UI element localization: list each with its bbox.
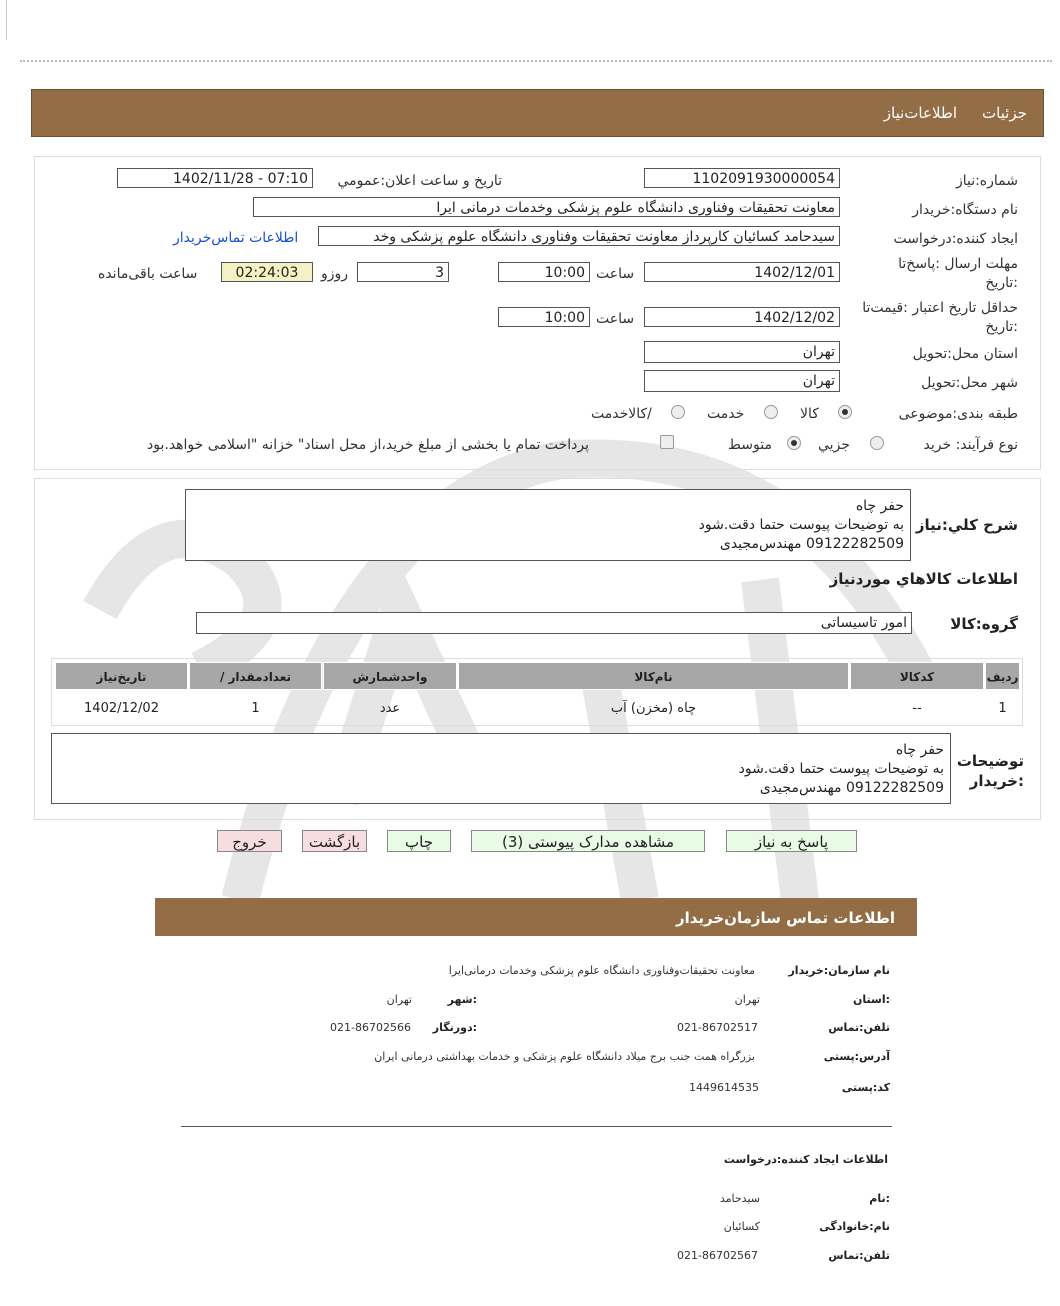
- header-bar: [31, 89, 1044, 137]
- phone-label: تلفن:تماس: [828, 1021, 890, 1034]
- province-field: تهران: [644, 341, 840, 363]
- buyer-org-label: نام دستگاه:خریدار: [912, 202, 1018, 218]
- deadline-hour-label: ساعت: [596, 266, 635, 282]
- page-frame-line: [6, 0, 7, 40]
- buyer-notes-box: [51, 733, 951, 804]
- cell-unit: عدد: [379, 701, 401, 716]
- contact-title: اطلاعات تماس سازمان‌خریدار: [675, 909, 895, 927]
- remaining-time-field: 02:24:03: [221, 262, 313, 282]
- deadline-date-field: 1402/12/01: [644, 262, 840, 282]
- buyer-contact-link[interactable]: اطلاعات تماس‌خریدار: [173, 230, 299, 246]
- fax-label: :دورنگار: [432, 1021, 477, 1034]
- province-value: تهران: [734, 993, 760, 1006]
- buyer-notes-line-3: 09122282509 مهندس‌مجیدی: [759, 780, 944, 796]
- creator-phone-value: 021-86702567: [677, 1249, 758, 1262]
- postal-label: کد:پستی: [841, 1081, 890, 1094]
- validity-label: حداقل تاریخ اعتبار :قیمت‌تا: [862, 300, 1018, 316]
- description-line-2: به توضیحات پیوست حتما دقت.شود: [698, 517, 904, 533]
- description-label: شرح کلي:نیاز: [915, 516, 1018, 534]
- creator-field: سیدحامد کسائیان کارپرداز معاونت تحقیقات وفناوری دانشگاه علوم پزشکی وخد: [318, 226, 840, 246]
- announce-label: تاریخ و ساعت اعلان:عمومي: [337, 173, 502, 189]
- postal-value: 1449614535: [689, 1081, 759, 1094]
- family-value: کسائیان: [723, 1220, 760, 1233]
- announce-datetime-field: 1402/11/28 - 07:10: [117, 168, 313, 188]
- radio-minor-label: جزیي: [818, 437, 850, 453]
- province-label: استان محل:تحویل: [912, 346, 1018, 362]
- radio-service-label: خدمت: [707, 406, 745, 422]
- days-label: روزو: [321, 266, 349, 282]
- deadline-label: مهلت ارسال :پاسخ‌تا: [898, 256, 1018, 272]
- days-field: 3: [357, 262, 449, 282]
- radio-medium-label: متوسط: [728, 437, 772, 453]
- goods-section-title: اطلاعات کالاهاي موردنیاز: [829, 570, 1018, 588]
- province-label: :استان: [853, 993, 890, 1006]
- creator-info-title: اطلاعات ایجاد کننده:درخواست: [723, 1153, 888, 1166]
- radio-goods-service-label: /کالاخدمت: [591, 406, 652, 422]
- validity-hour-label: ساعت: [596, 311, 635, 327]
- city-label: :شهر: [447, 993, 477, 1006]
- print-button[interactable]: چاپ: [387, 830, 451, 852]
- remaining-label: ساعت باقی‌مانده: [98, 266, 198, 282]
- address-value: بزرگراه همت جنب برج میلاد دانشگاه علوم پزشکی و خدمات بهداشتی درمانی ایران: [374, 1050, 755, 1063]
- creator-label: ایجاد کننده:درخواست: [893, 231, 1018, 247]
- th-row: ردیف: [985, 662, 1020, 690]
- cell-date: 1402/12/02: [84, 701, 159, 716]
- attachments-button[interactable]: مشاهده مدارک پیوستی (3): [471, 830, 705, 852]
- validity-time-field: 10:00: [498, 307, 590, 327]
- address-label: آدرس:پستی: [823, 1050, 890, 1063]
- phone-value: 021-86702517: [677, 1021, 758, 1034]
- th-quantity: / تعدادمقدار: [189, 662, 322, 690]
- tab-details[interactable]: جزئیات: [982, 104, 1027, 122]
- buyer-notes-label: توضیحات: [956, 752, 1024, 770]
- dotted-separator: [20, 60, 1052, 62]
- contact-header-bar: [155, 898, 917, 936]
- process-label: نوع فرآیند: خرید: [923, 437, 1018, 453]
- deadline-time-field: 10:00: [498, 262, 590, 282]
- th-name: نام‌کالا: [458, 662, 849, 690]
- city-value: تهران: [386, 993, 412, 1006]
- treasury-checkbox[interactable]: [660, 435, 674, 449]
- contact-divider: [181, 1126, 892, 1127]
- radio-service[interactable]: [764, 405, 778, 419]
- th-code: کدکالا: [850, 662, 984, 690]
- reply-button[interactable]: پاسخ به نیاز: [726, 830, 857, 852]
- description-box: [185, 489, 911, 561]
- org-value: معاونت تحقیقات‌وفناوری دانشگاه علوم پزشکی وخدمات درمانی‌ایرا: [448, 964, 755, 977]
- th-unit: واحدشمارش: [323, 662, 457, 690]
- description-line-3: 09122282509 مهندس‌مجیدی: [719, 536, 904, 552]
- cell-quantity: 1: [251, 701, 260, 716]
- category-label: طبقه بندی:موضوعی: [898, 406, 1018, 422]
- table-row: [55, 696, 1020, 722]
- goods-group-field: امور تاسیساتی: [196, 612, 912, 634]
- name-value: سیدحامد: [719, 1192, 760, 1205]
- radio-goods-service[interactable]: [671, 405, 685, 419]
- cell-row: 1: [998, 701, 1007, 716]
- payment-note: پرداخت تمام یا بخشی از مبلغ خرید،از محل اسناد" خزانه "اسلامی خواهد.بود: [147, 437, 590, 453]
- description-line-1: حفر چاه: [855, 498, 904, 514]
- radio-goods-label: کالا: [800, 406, 819, 422]
- radio-minor[interactable]: [870, 436, 884, 450]
- radio-goods[interactable]: [838, 405, 852, 419]
- th-date: تاریخ‌نیاز: [55, 662, 188, 690]
- radio-medium[interactable]: [787, 436, 801, 450]
- buyer-notes-line-1: حفر چاه: [895, 742, 944, 758]
- buyer-org-field: معاونت تحقیقات وفناوری دانشگاه علوم پزشکی وخدمات درمانی ایرا: [253, 197, 840, 217]
- validity-label-date: :تاریخ: [985, 319, 1018, 335]
- creator-phone-label: تلفن:تماس: [828, 1249, 890, 1262]
- cell-name: چاه (مخزن) آب: [610, 701, 697, 716]
- deadline-label-date: :تاریخ: [985, 275, 1018, 291]
- family-label: نام:خانوادگی: [819, 1220, 890, 1233]
- goods-group-label: گروه:کالا: [950, 615, 1018, 633]
- name-label: :نام: [869, 1192, 890, 1205]
- buyer-notes-line-2: به توضیحات پیوست حتما دقت.شود: [738, 761, 944, 777]
- buyer-notes-label-2: :خریدار: [969, 772, 1024, 790]
- city-field: تهران: [644, 370, 840, 392]
- fax-value: 021-86702566: [330, 1021, 411, 1034]
- need-number-field: 1102091930000054: [644, 168, 840, 188]
- need-number-label: شماره:نیاز: [955, 173, 1018, 189]
- city-label: شهر محل:تحویل: [921, 375, 1018, 391]
- validity-date-field: 1402/12/02: [644, 307, 840, 327]
- back-button[interactable]: بازگشت: [302, 830, 367, 852]
- cell-code: --: [912, 701, 922, 716]
- org-label: نام سازمان:خریدار: [788, 964, 890, 977]
- tab-need-info[interactable]: اطلاعات‌نیاز: [883, 104, 957, 122]
- exit-button[interactable]: خروج: [217, 830, 282, 852]
